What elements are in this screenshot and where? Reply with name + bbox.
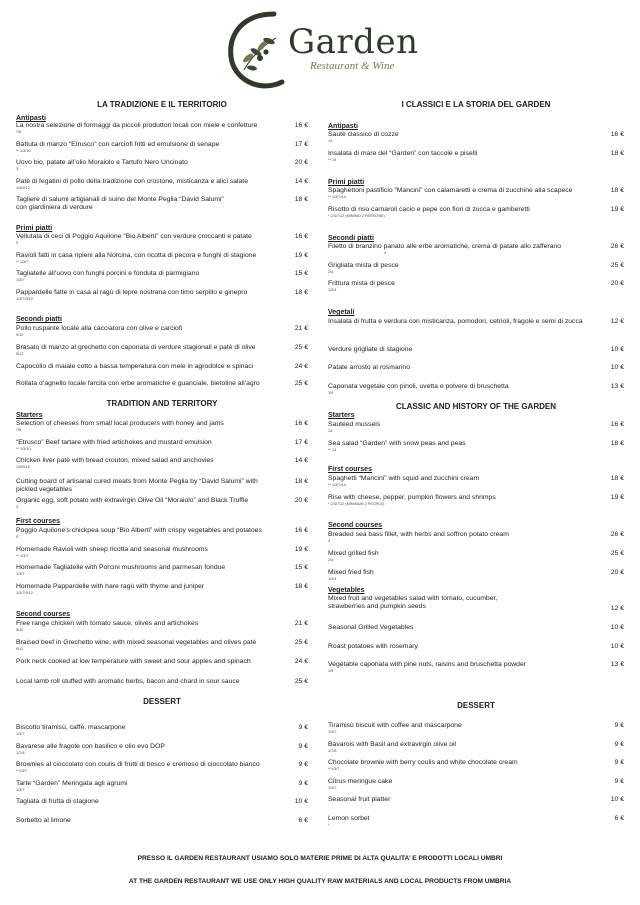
dish-price: 6 € <box>614 815 624 822</box>
allergen-code: 9/12 <box>16 647 24 652</box>
menu-item <box>328 187 624 200</box>
dish-price: 20 € <box>294 159 308 166</box>
dish-price: 24 € <box>294 658 308 665</box>
dish-price: 15 € <box>294 564 308 571</box>
category-heading: Primi piatti <box>328 179 365 186</box>
menu-item <box>16 527 308 540</box>
dish-price: 18 € <box>610 475 624 482</box>
allergen-code: ** 14 <box>328 448 337 453</box>
dish-name: Spaghettoni pastificio “Mancini” con calamaretti e crema di zucchine alla scapece <box>328 187 573 194</box>
section-title: I CLASSICI E LA STORIA DEL GARDEN <box>401 100 551 109</box>
dish-name: Tagliata di frutta di stagione <box>16 798 99 805</box>
dish-price: 19 € <box>294 252 308 259</box>
dish-price: 25 € <box>294 639 308 646</box>
dish-name: Selection of cheeses from small local producers with honey and jams <box>16 420 224 427</box>
dish-price: 9 € <box>614 741 624 748</box>
allergen-code: ** 1/3/7 <box>16 554 29 559</box>
footer-note-it: PRESSO IL GARDEN RESTAURANT USIAMO SOLO MATERIE PRIME DI ALTA QUALITA’ E PRODOTTI LOCALI UMBRI <box>137 855 503 862</box>
allergen-code: * 2/3/7/12 (MINIMO 2 PERSONE) <box>328 214 385 219</box>
dish-name: Brasato di manzo al grechetto con caponata di verdure stagionali e patè di olive <box>16 344 256 351</box>
dish-name: Sautéed mussels <box>328 421 381 428</box>
dish-price: 20 € <box>610 569 624 576</box>
allergen-code: 1/9 <box>328 391 334 396</box>
dish-name: Ravioli fatti in casa ripieni alla Norcina, con ricotta di pecora e funghi di stagione <box>16 252 257 259</box>
menu-item <box>328 624 624 632</box>
dish-price: 24 € <box>294 363 308 370</box>
allergen-code: 1/3/7 <box>328 730 337 735</box>
allergen-code: 4 <box>384 251 387 256</box>
category-heading: Vegetables <box>328 587 365 594</box>
menu-item <box>328 759 624 772</box>
menu-item <box>16 639 308 652</box>
menu-item <box>328 796 624 804</box>
dish-price: 12 € <box>610 605 624 612</box>
menu-item <box>16 439 308 452</box>
dish-name: Citrus meringue cake <box>328 778 393 785</box>
dish-name: Tiramisù biscuit with coffee and mascarpone <box>328 722 462 729</box>
dish-price: 25 € <box>610 262 624 269</box>
dish-name: Seasonal Grilled Vegetables <box>328 624 414 631</box>
category-heading: Secondi piatti <box>328 235 374 242</box>
dish-name: Braised beef in Grechetto wine, with mixed seasonal vegetables and olives patè <box>16 639 257 646</box>
menu-item <box>16 363 308 371</box>
dish-name: “Etrusco” Beef tartare with fried artichokes and mustard emulsion <box>16 439 212 446</box>
menu-item <box>328 440 624 453</box>
dish-name: Cutting board of artisanal cured meats from Monte Peglia by “David Salumi” with pickled vegetables <box>16 478 258 494</box>
dish-name: Grigliata mista di pesce <box>328 262 399 269</box>
dish-name: Spaghetti “Mancini” with squid and zucchini cream <box>328 475 480 482</box>
menu-item <box>16 761 308 774</box>
allergen-code: 1/3/7 <box>16 572 25 577</box>
dish-price: 9 € <box>298 743 308 750</box>
footer-note-en: AT THE GARDEN RESTAURANT WE USE ONLY HIGH QUALITY RAW MATERIALS AND LOCAL PRODUCTS FROM UMBRIA <box>128 878 512 885</box>
allergen-code: ** 1/3/7/14 <box>328 483 346 488</box>
dish-name: Poggio Aquilone’s chickpea soup “Bio Alberti” with crispy vegetables and potatoes <box>16 527 262 534</box>
allergen-code: 1/9 <box>328 669 334 674</box>
dish-name: Tarte “Garden” Meringata agli agrumi <box>16 780 128 787</box>
dish-price: 9 € <box>298 780 308 787</box>
dish-name: Tagliere di salumi artigianali di suino del Monte Peglia “David Salumi” con giardiniera di verdure <box>16 196 224 212</box>
menu-item <box>328 131 624 144</box>
menu-item <box>16 497 308 510</box>
dish-price: 18 € <box>294 196 308 203</box>
menu-item <box>16 817 308 825</box>
dish-name: Patè di fegatini di pollo della tradizione con crostone, misticanza e alici salate <box>16 178 248 185</box>
dish-price: 16 € <box>294 233 308 240</box>
section-title: LA TRADIZIONE E IL TERRITORIO <box>97 100 227 109</box>
allergen-code: 7/8 <box>16 130 22 135</box>
dish-name: Biscotto tiramisù, caffè, mascarpone <box>16 724 126 731</box>
category-heading: Antipasti <box>328 123 358 130</box>
menu-item <box>328 280 624 293</box>
dish-name: Uovo bio, patate all’olio Moraiolo e Tartufo Nero Uncinato <box>16 159 188 166</box>
allergen-code: 1/2/4 <box>328 577 337 582</box>
dish-name: Brownies al cioccolato con coulis di frutti di bosco e cremoso di cioccolato bianco <box>16 761 260 768</box>
allergen-code: 9/12 <box>16 628 24 633</box>
allergen-code: **1/3/7 <box>328 767 340 772</box>
dish-price: 13 € <box>610 383 624 390</box>
menu-item <box>328 494 624 507</box>
menu-item <box>16 583 308 596</box>
menu-item <box>328 815 624 828</box>
menu-item <box>328 778 624 791</box>
dish-price: 21 € <box>294 620 308 627</box>
section-title: DESSERT <box>457 701 495 710</box>
dish-name: Breaded sea bass fillet, with herbs and soffron potato cream <box>328 531 509 538</box>
menu-item <box>16 780 308 793</box>
dish-price: 17 € <box>294 141 308 148</box>
allergen-code: **1/3/7 <box>16 769 28 774</box>
dish-price: 19 € <box>294 546 308 553</box>
dish-price: 16 € <box>294 122 308 129</box>
menu-item <box>16 546 308 559</box>
allergen-code: 2/4 <box>328 270 334 275</box>
menu-item <box>328 661 624 674</box>
dish-name: Chocolate brownie with berry coulis and white chocolate cream <box>328 759 518 766</box>
dish-price: 10 € <box>610 346 624 353</box>
dish-price: 26 € <box>610 243 624 250</box>
menu-item <box>16 743 308 756</box>
allergen-code: 1/3/7 <box>16 732 25 737</box>
category-heading: Second courses <box>328 522 383 529</box>
dish-name: Patate arrosto al rosmarino <box>328 364 410 371</box>
category-heading: Second courses <box>16 611 71 618</box>
dish-price: 10 € <box>294 798 308 805</box>
dish-price: 16 € <box>294 420 308 427</box>
menu-item <box>328 318 624 326</box>
dish-price: 18 € <box>294 289 308 296</box>
menu-item <box>328 206 624 219</box>
allergen-code: 1/2/4 <box>328 288 337 293</box>
menu-item <box>328 643 624 651</box>
allergen-code: 9/12 <box>16 352 24 357</box>
dish-price: 19 € <box>610 206 624 213</box>
dish-name: Sea salad “Garden” with snow peas and peas <box>328 440 466 447</box>
category-heading: Starters <box>328 412 355 419</box>
menu-item <box>16 252 308 265</box>
dish-name: Frittura mista di pesce <box>328 280 395 287</box>
dish-name: Mixed grilled fish <box>328 550 379 557</box>
category-heading: First courses <box>328 466 372 473</box>
dish-name: Sorbetto al limone <box>16 817 71 824</box>
dish-price: 25 € <box>294 380 308 387</box>
dish-price: 10 € <box>610 364 624 371</box>
menu-item <box>16 178 308 191</box>
dish-price: 12 € <box>610 318 624 325</box>
menu-item <box>16 620 308 633</box>
dish-price: 18 € <box>610 440 624 447</box>
menu-item <box>16 678 308 686</box>
dish-price: 20 € <box>294 497 308 504</box>
allergen-code: 9 <box>16 535 19 540</box>
dish-name: Free range chicken with tomato sauce, olives and artichokes <box>16 620 199 627</box>
menu-item <box>16 289 308 302</box>
dish-name: Tagliatelle all’uovo con funghi porcini e fonduta di parmigiano <box>16 270 200 277</box>
menu-item <box>16 658 308 666</box>
menu-item <box>328 475 624 488</box>
dish-name: Bavarese alle fragole con basilico e olio evo DOP <box>16 743 165 750</box>
menu-item <box>328 722 624 735</box>
category-heading: Antipasti <box>16 115 46 122</box>
dish-name: Vegetable caponata with pine nuts, raisins and bruschetta powder <box>328 661 526 668</box>
allergen-code: 9 <box>16 241 19 246</box>
dish-price: 6 € <box>298 817 308 824</box>
section-title: TRADITION AND TERRITORY <box>106 399 218 408</box>
dish-price: 25 € <box>610 550 624 557</box>
menu-item <box>16 798 308 806</box>
logo-subtitle: Restaurant & Wine <box>310 60 395 72</box>
dish-price: 9 € <box>614 778 624 785</box>
allergen-code: 1/4/9/12 <box>16 465 30 470</box>
dish-name: Organic egg, soft potato with extravirgin Olive Oil “Moraiolo” and Black Truffle <box>16 497 249 504</box>
allergen-code: ** 14 <box>328 158 337 163</box>
category-heading: First courses <box>16 518 60 525</box>
category-heading: Vegetali <box>328 309 355 316</box>
allergen-code: ** 1/3/10 <box>16 447 31 452</box>
dish-price: 13 € <box>610 661 624 668</box>
dish-name: Pollo ruspante locale alla cacciatora con olive e carciofi <box>16 325 183 332</box>
menu-item <box>16 420 308 433</box>
allergen-code: ** 1/3/10 <box>16 149 31 154</box>
menu-item <box>16 196 308 212</box>
menu-item <box>328 262 624 275</box>
dish-name: Sautè classico di cozze <box>328 131 399 138</box>
dish-name: Caponata vegetale con pinoli, uvetta e polvere di bruschetta <box>328 383 509 390</box>
allergen-code: 1/3/7/9/12 <box>16 591 33 596</box>
menu-item <box>16 724 308 737</box>
dish-price: 9 € <box>298 724 308 731</box>
dish-name: Verdure grigliate di stagione <box>328 346 413 353</box>
menu-item <box>16 344 308 357</box>
menu-item <box>16 478 308 494</box>
allergen-code: 4 <box>328 539 331 544</box>
dish-name: Mixed fried fish <box>328 569 374 576</box>
dish-name: Rollata d’agnello locale farcita con erbe aromatiche e guanciale, bietoline all’agro <box>16 380 260 387</box>
dish-name: Lemon sorbet <box>328 815 370 822</box>
section-title: DESSERT <box>143 697 181 706</box>
dish-name: Local lamb roll stuffed with aromatic herbs, bacon and chard in sour sauce <box>16 678 240 685</box>
dish-name: Vellutata di ceci di Poggio Aquilone “Bio Alberti” con verdure croccanti e patate <box>16 233 252 240</box>
section-title: CLASSIC AND HISTORY OF THE GARDEN <box>395 402 556 411</box>
dish-price: 17 € <box>294 439 308 446</box>
logo-title: Garden <box>288 22 419 62</box>
dish-price: 9 € <box>614 759 624 766</box>
menu-item <box>328 741 624 754</box>
allergen-code: ** 1/3/7 <box>16 260 29 265</box>
dish-price: 10 € <box>610 796 624 803</box>
dish-name: Capocollo di maiale cotto a bassa temperatura con mele in agrodolce e spinaci <box>16 363 254 370</box>
menu-item <box>16 457 308 470</box>
dish-name: Insalata di mare del “Garden” con taccole e piselli <box>328 150 478 157</box>
dish-name: Homemade Ravioli with sheep ricotta and seasonal mushrooms <box>16 546 208 553</box>
allergen-code: 1/3/7 <box>16 788 25 793</box>
allergen-code: ** 1/3/7/14 <box>328 195 346 200</box>
menu-item <box>328 569 624 582</box>
dish-price: 10 € <box>610 643 624 650</box>
menu-item <box>328 383 624 396</box>
menu-item <box>16 159 308 172</box>
allergen-code: * <box>328 823 330 828</box>
menu-item <box>328 150 624 163</box>
dish-name: Insalata di frutta e verdura con misticanza, pomodori, cetrioli, fragole e semi di zucca <box>328 318 583 325</box>
menu-item <box>16 233 308 246</box>
dish-price: 18 € <box>294 478 308 485</box>
category-heading: Secondi piatti <box>16 316 62 323</box>
menu-item <box>16 141 308 154</box>
dish-name: La nostra selezione di formaggi da piccoli produttori locali con miele e confetture <box>16 122 258 129</box>
dish-price: 14 € <box>294 178 308 185</box>
menu-item <box>16 122 308 135</box>
dish-price: 16 € <box>294 527 308 534</box>
allergen-code: 1/3/7 <box>16 278 25 283</box>
dish-price: 18 € <box>294 583 308 590</box>
dish-price: 9 € <box>298 761 308 768</box>
dish-price: 14 € <box>294 457 308 464</box>
dish-price: 20 € <box>610 280 624 287</box>
menu-item <box>16 564 308 577</box>
dish-price: 26 € <box>610 531 624 538</box>
dish-price: 18 € <box>610 150 624 157</box>
allergen-code: 1/3/7 <box>328 786 337 791</box>
allergen-code: 14 <box>328 429 333 434</box>
dish-name: Bavarois with Basil and extravirgin olive oil <box>328 741 457 748</box>
dish-name: Risotto di riso carnaroli cacio e pepe con fiori di zucca e gamberetti <box>328 206 530 213</box>
allergen-code: 9/12 <box>16 333 24 338</box>
dish-price: 10 € <box>610 624 624 631</box>
dish-price: 16 € <box>610 131 624 138</box>
dish-name: Rise with cheese, pepper, pumpkin flowers and shrimps <box>328 494 496 501</box>
menu-item <box>328 550 624 563</box>
dish-price: 25 € <box>294 678 308 685</box>
allergen-code: 1/3/7/9/12 <box>16 297 33 302</box>
dish-name: Pork neck cooked at low temperature with sweet and sour apples and spinach <box>16 658 251 665</box>
dish-name: Filetto di branzino panato alle erbe aromatiche, crema di patate allo zafferano <box>328 243 561 250</box>
menu-item <box>328 595 624 611</box>
dish-name: Seasonal fruit platter <box>328 796 391 803</box>
dish-price: 15 € <box>294 270 308 277</box>
dish-price: 18 € <box>610 187 624 194</box>
menu-item <box>328 364 624 372</box>
dish-price: 9 € <box>614 722 624 729</box>
dish-price: 19 € <box>610 494 624 501</box>
menu-item <box>328 243 624 256</box>
allergen-code: 14 <box>328 139 333 144</box>
dish-name: Homemade Tagliatelle with Porcini mushrooms and parmesan fondue <box>16 564 226 571</box>
dish-name: Mixed fruit and vegetables salad with tomato, cucumber, strawberries and pumpkin seeds <box>328 595 498 611</box>
dish-name: Roast potatoes with rosemary <box>328 643 418 650</box>
dish-name: Battuta di manzo “Etrusco” con carciofi fritti ed emulsione di senape <box>16 141 220 148</box>
dish-name: Pappardelle fatte in casa al ragù di lepre nostrana con timo serpillo e ginepro <box>16 289 248 296</box>
allergen-code: 7/8 <box>16 428 22 433</box>
menu-item <box>16 325 308 338</box>
allergen-code: 1/4/9/12 <box>16 186 30 191</box>
restaurant-logo <box>222 8 422 90</box>
category-heading: Primi piatti <box>16 225 53 232</box>
dish-price: 21 € <box>294 325 308 332</box>
dish-name: Homemade Pappardelle with hare ragù with thyme and juniper <box>16 583 205 590</box>
menu-item <box>328 531 624 544</box>
dish-name: Chicken liver patè with bread crouton, mixed salad and anchovies <box>16 457 214 464</box>
allergen-code: 3 <box>16 167 19 172</box>
allergen-code: 1/7/8 <box>16 751 25 756</box>
menu-item <box>328 346 624 354</box>
menu-item <box>16 270 308 283</box>
dish-price: 25 € <box>294 344 308 351</box>
dish-price: 16 € <box>610 421 624 428</box>
allergen-code: 2/4 <box>328 558 334 563</box>
menu-item <box>16 380 308 388</box>
allergen-code: * 2/3/7/12 (MINIMUM 2 PEOPLE) <box>328 502 385 507</box>
allergen-code: 1/7/8 <box>328 749 337 754</box>
allergen-code: 3 <box>16 505 19 510</box>
menu-item <box>328 421 624 434</box>
category-heading: Starters <box>16 412 43 419</box>
